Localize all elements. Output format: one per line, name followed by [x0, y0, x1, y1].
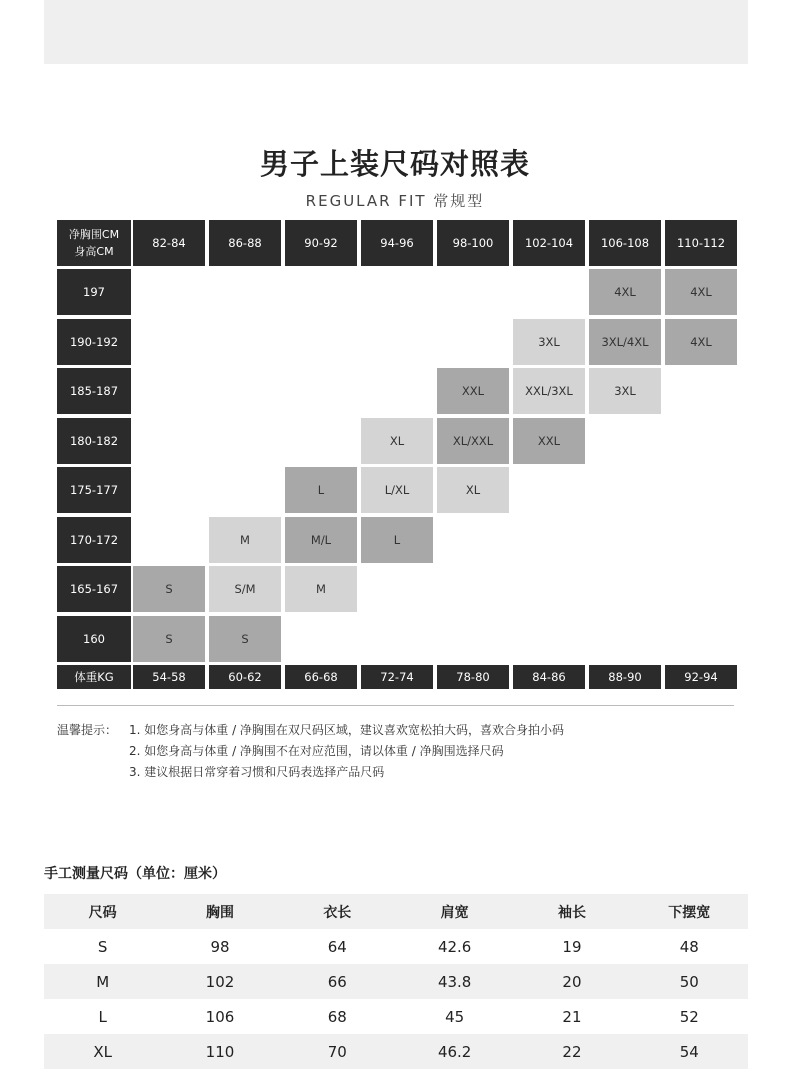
height-header: 175-177: [57, 467, 131, 513]
chest-header: 102-104: [513, 220, 585, 266]
weight-header: 体重KG: [57, 665, 131, 689]
measure-cell: 19: [562, 937, 582, 956]
size-cell: L: [285, 467, 357, 513]
weight-cell: 92-94: [665, 665, 737, 689]
size-cell: S: [133, 566, 205, 612]
measure-header-cell: 衣长: [323, 904, 352, 921]
measure-cell: 52: [679, 1007, 699, 1026]
measure-header-cell: 胸围: [205, 904, 234, 921]
measure-cell: XL: [93, 1042, 112, 1061]
measure-cell: 64: [327, 937, 347, 956]
measure-cell: 102: [205, 972, 235, 991]
measure-cell: 110: [205, 1042, 235, 1061]
page-title: 男子上装尺码对照表: [259, 147, 530, 181]
size-cell: M: [209, 517, 281, 563]
tip-line-3: 3. 建议根据日常穿着习惯和尺码表选择产品尺码: [129, 765, 385, 779]
size-cell: XXL/3XL: [513, 368, 585, 414]
chest-header: 90-92: [285, 220, 357, 266]
measure-header-cell: 肩宽: [440, 904, 469, 921]
weight-cell: 84-86: [513, 665, 585, 689]
measure-row: [44, 999, 748, 1034]
height-header: 185-187: [57, 368, 131, 414]
size-cell: L: [361, 517, 433, 563]
weight-cell: 60-62: [209, 665, 281, 689]
measure-cell: 21: [562, 1007, 582, 1026]
measure-row: [44, 929, 748, 964]
chest-header: 82-84: [133, 220, 205, 266]
measure-cell: 20: [562, 972, 582, 991]
measure-cell: 48: [679, 937, 699, 956]
measure-cell: L: [98, 1007, 107, 1026]
measure-header-row: [44, 894, 748, 929]
size-cell: XL: [437, 467, 509, 513]
size-cell: M: [285, 566, 357, 612]
height-header: 180-182: [57, 418, 131, 464]
size-cell: S: [133, 616, 205, 662]
measure-table-title: 手工测量尺码（单位：厘米）: [44, 866, 226, 882]
weight-cell: 78-80: [437, 665, 509, 689]
size-cell: S/M: [209, 566, 281, 612]
chest-header: 86-88: [209, 220, 281, 266]
size-cell: 3XL: [589, 368, 661, 414]
size-cell: 3XL/4XL: [589, 319, 661, 365]
page-subtitle: REGULAR FIT 常规型: [305, 192, 485, 210]
measure-cell: 46.2: [437, 1042, 472, 1061]
divider: [57, 705, 734, 706]
size-cell: S: [209, 616, 281, 662]
height-header: 190-192: [57, 319, 131, 365]
measure-cell: 66: [327, 972, 347, 991]
measure-cell: 70: [327, 1042, 347, 1061]
measure-cell: S: [97, 937, 108, 956]
measure-header-cell: 下摆宽: [668, 904, 711, 921]
measure-cell: 106: [205, 1007, 235, 1026]
chest-header: 94-96: [361, 220, 433, 266]
weight-cell: 54-58: [133, 665, 205, 689]
measure-header-cell: 尺码: [88, 904, 117, 921]
measure-cell: 45: [445, 1007, 465, 1026]
size-cell: XL: [361, 418, 433, 464]
measure-cell: M: [96, 972, 110, 991]
weight-cell: 88-90: [589, 665, 661, 689]
measure-cell: 50: [679, 972, 699, 991]
size-cell: 4XL: [665, 319, 737, 365]
height-header: 165-167: [57, 566, 131, 612]
measure-cell: 68: [327, 1007, 347, 1026]
corner-header: [57, 220, 131, 266]
corner-chest-label: 净胸围CM: [68, 228, 120, 241]
chest-header: 98-100: [437, 220, 509, 266]
measure-cell: 22: [562, 1042, 582, 1061]
corner-height-label: 身高CM: [74, 245, 114, 258]
measure-cell: 43.8: [437, 972, 472, 991]
measure-header-cell: 袖长: [557, 904, 586, 921]
size-cell: 4XL: [665, 269, 737, 315]
size-cell: 3XL: [513, 319, 585, 365]
tip-line-2: 2. 如您身高与体重 / 净胸围不在对应范围，请以体重 / 净胸围选择尺码: [129, 744, 504, 758]
size-cell: 4XL: [589, 269, 661, 315]
height-header: 160: [57, 616, 131, 662]
height-header: 197: [57, 269, 131, 315]
measure-cell: 54: [679, 1042, 699, 1061]
measure-cell: 42.6: [437, 937, 472, 956]
top-banner: [44, 0, 748, 64]
size-cell: XXL: [437, 368, 509, 414]
size-cell: XL/XXL: [437, 418, 509, 464]
size-cell: XXL: [513, 418, 585, 464]
size-cell: M/L: [285, 517, 357, 563]
tip-line-1: 1. 如您身高与体重 / 净胸围在双尺码区域，建议喜欢宽松拍大码，喜欢合身拍小码: [129, 723, 564, 737]
measure-cell: 98: [210, 937, 230, 956]
measure-row: [44, 964, 748, 999]
chest-header: 106-108: [589, 220, 661, 266]
chest-header: 110-112: [665, 220, 737, 266]
size-cell: L/XL: [361, 467, 433, 513]
weight-cell: 72-74: [361, 665, 433, 689]
tips-prefix: 温馨提示：: [57, 723, 118, 737]
height-header: 170-172: [57, 517, 131, 563]
weight-cell: 66-68: [285, 665, 357, 689]
